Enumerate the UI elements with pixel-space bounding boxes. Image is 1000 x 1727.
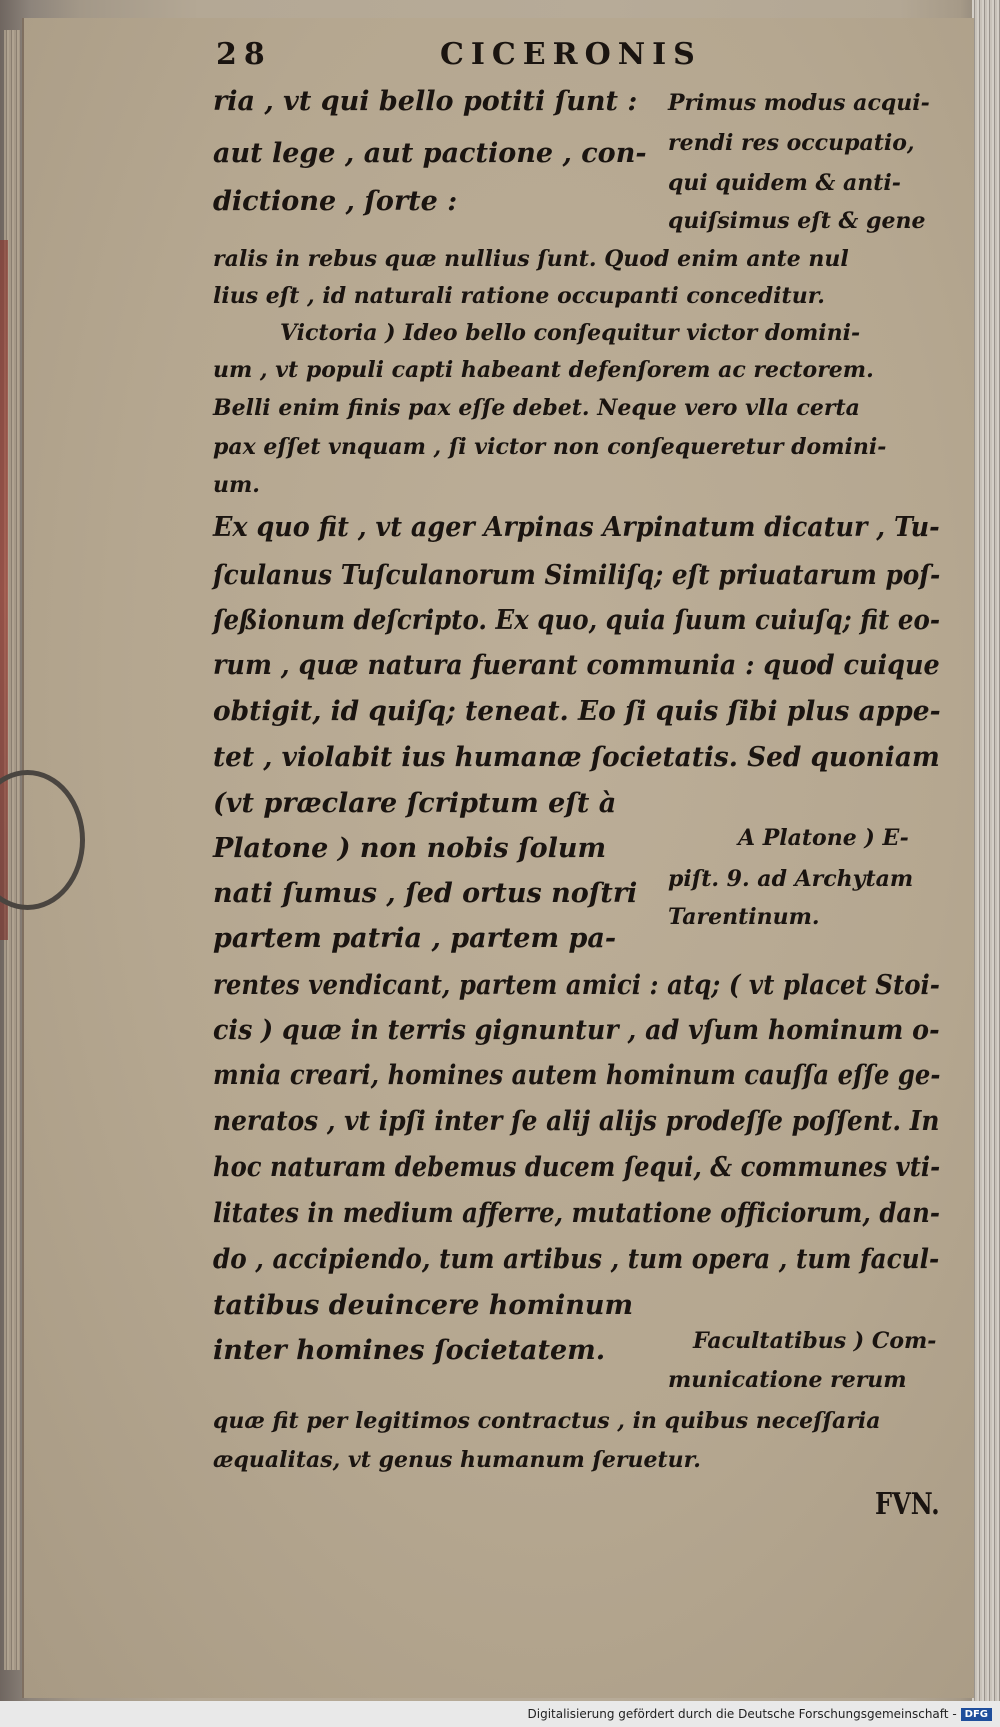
text-line: litates in medium afferre, mutatione officiorum, dan- — [213, 1198, 940, 1229]
note-line: Tarentinum. — [668, 904, 820, 930]
text-line: Ex quo fit , vt ager Arpinas Arpinatum dicatur , Tu- — [213, 512, 940, 543]
note-line: Facultatibus ) Com- — [693, 1328, 937, 1354]
text-line: (vt præclare ſcriptum eſt à — [213, 788, 617, 819]
right-page-edges — [972, 0, 1000, 1727]
text-line: neratos , vt ipſi inter ſe alij alijs prodeſſe poſſent. In — [213, 1106, 940, 1137]
dfg-logo: DFG — [961, 1708, 992, 1721]
text-line: rum , quæ natura fuerant communia : quod cuique — [213, 650, 940, 681]
note-line: piſt. 9. ad Archytam — [668, 866, 914, 892]
text-line: hoc naturam debemus ducem ſequi, & communes vti- — [213, 1152, 941, 1183]
text-line: tet , violabit ius humanæ ſocietatis. Sed quoniam — [213, 742, 940, 773]
text-line: tatibus deuincere hominum — [213, 1290, 634, 1321]
page-number: 28 — [216, 37, 272, 72]
text-line: partem patria , partem pa- — [213, 923, 617, 954]
note-line: um. — [213, 472, 260, 498]
note-line: rendi res occupatio, — [668, 130, 915, 156]
note-line: æqualitas, vt genus humanum ſeruetur. — [213, 1447, 701, 1473]
note-line: quiſsimus eſt & gene — [668, 208, 926, 234]
note-line: lius eſt , id naturali ratione occupanti conceditur. — [213, 283, 825, 309]
text-line: aut lege , aut pactione , con- — [213, 138, 647, 169]
footer-bar — [0, 1701, 1000, 1727]
note-line: pax eſſet vnquam , ſi victor non conſequeretur domini- — [213, 434, 887, 460]
note-line: quæ fit per legitimos contractus , in quibus neceſſaria — [213, 1408, 881, 1434]
text-line: ſeßionum deſcripto. Ex quo, quia ſuum cuiuſq; fit eo- — [213, 605, 941, 636]
text-line: mnia creari, homines autem hominum cauſſa eſſe ge- — [213, 1060, 941, 1091]
text-line: ſculanus Tuſculanorum Similiſq; eſt priuatarum poſ- — [213, 560, 941, 591]
text-line: obtigit, id quiſq; teneat. Eo ſi quis ſibi plus appe- — [213, 696, 941, 727]
text-line: Platone ) non nobis ſolum — [213, 833, 607, 864]
note-line: municatione rerum — [668, 1367, 907, 1393]
note-line: A Platone ) E- — [738, 825, 909, 851]
text-line: rentes vendicant, partem amici : atq; ( vt placet Stoi- — [213, 970, 940, 1001]
catchword: FVN. — [875, 1487, 940, 1522]
text-line: do , accipiendo, tum artibus , tum opera , tum facul- — [213, 1244, 940, 1275]
text-line: ria , vt qui bello potiti ſunt : — [213, 86, 638, 117]
note-line: Victoria ) Ideo bello conſequitur victor domini- — [280, 320, 861, 346]
note-line: qui quidem & anti- — [668, 170, 901, 196]
note-line: um , vt populi capti habeant defenſorem ac rectorem. — [213, 357, 874, 383]
footer-text: Digitalisierung gefördert durch die Deutsche Forschungsgemeinschaft - — [527, 1707, 957, 1721]
text-line: nati ſumus , ſed ortus noſtri — [213, 878, 638, 909]
note-line: ralis in rebus quæ nullius ſunt. Quod enim ante nul — [213, 246, 849, 272]
note-line: Primus modus acqui- — [668, 90, 930, 116]
running-title: CICERONIS — [440, 37, 702, 72]
text-line: inter homines ſocietatem. — [213, 1335, 606, 1366]
text-line: dictione , ſorte : — [213, 186, 458, 217]
note-line: Belli enim finis pax eſſe debet. Neque vero vlla certa — [213, 395, 860, 421]
text-line: cis ) quæ in terris gignuntur , ad vſum hominum o- — [213, 1015, 940, 1046]
